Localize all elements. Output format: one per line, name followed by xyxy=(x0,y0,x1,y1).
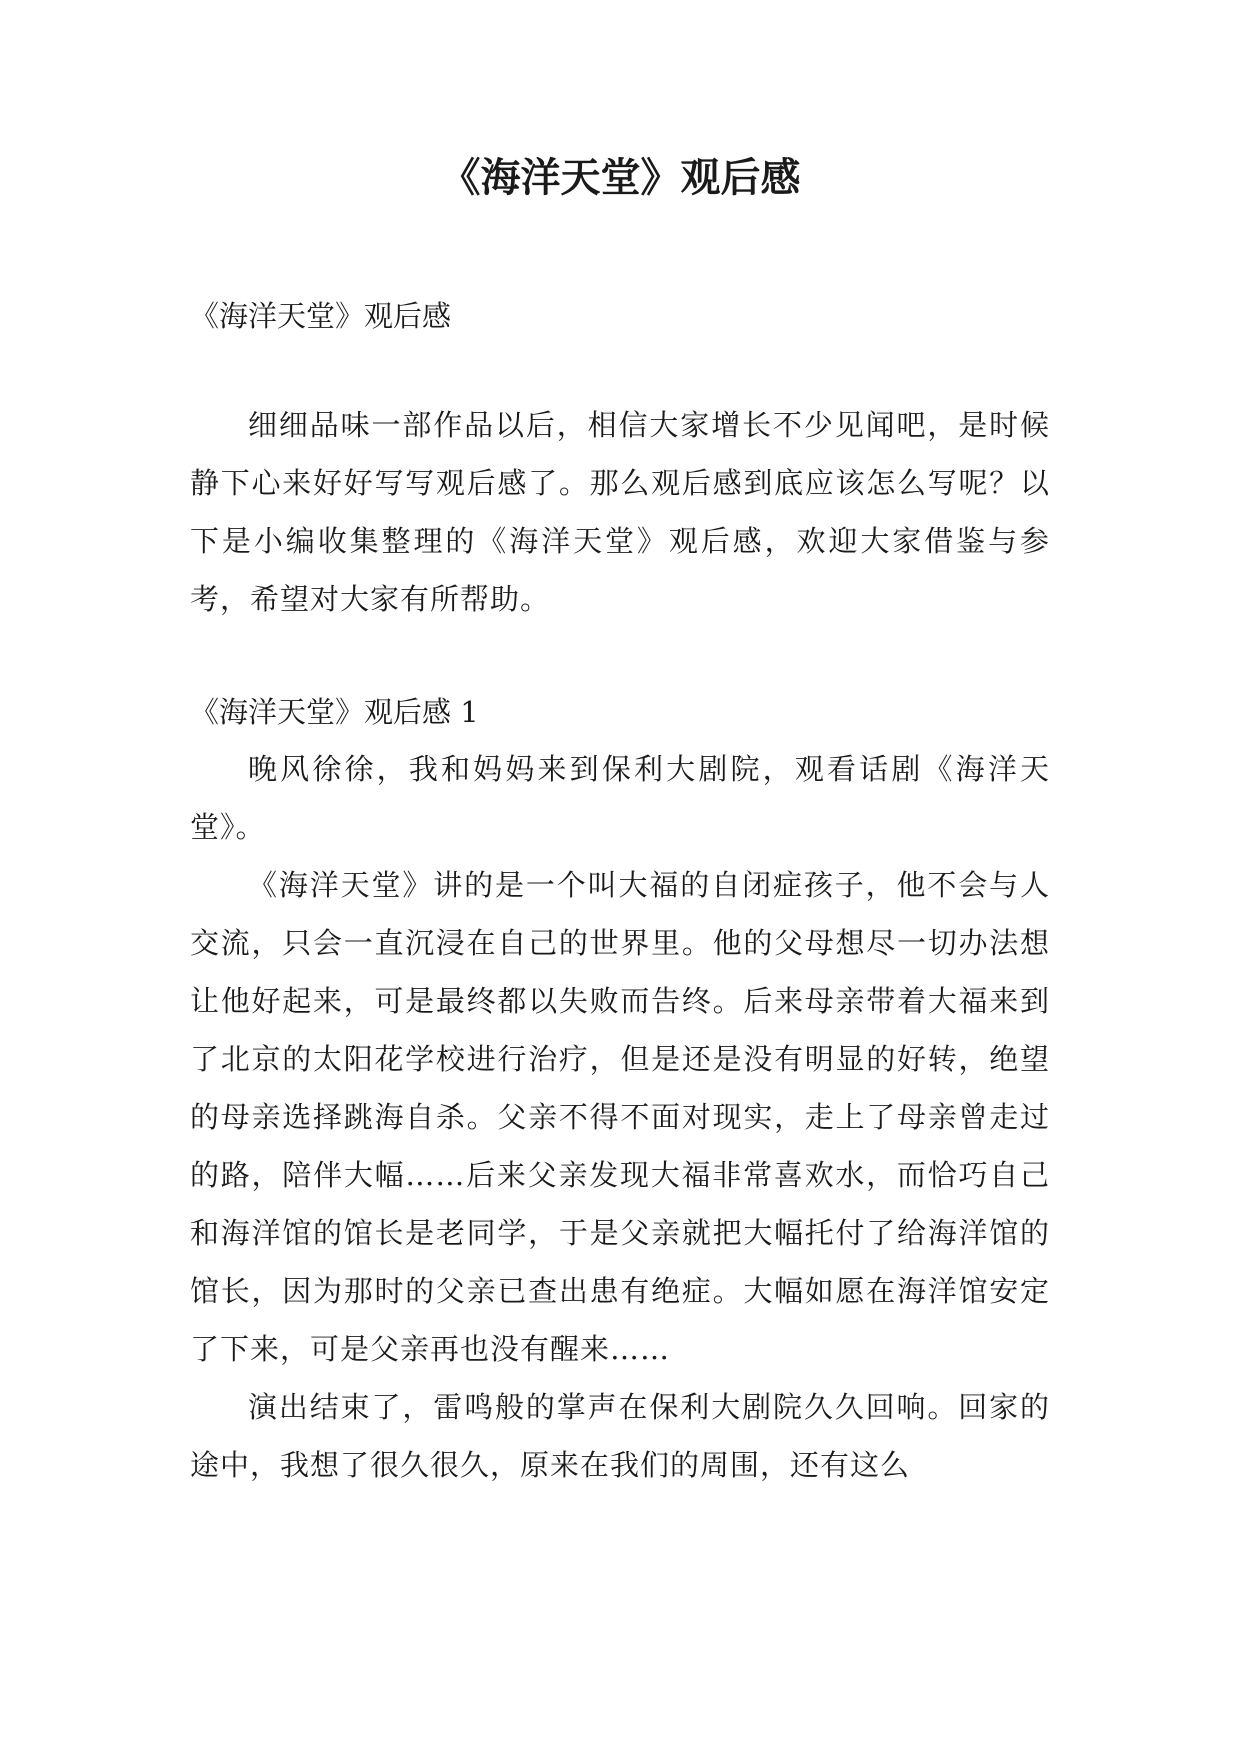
body-paragraph: 《海洋天堂》讲的是一个叫大福的自闭症孩子，他不会与人交流，只会一直沉浸在自己的世界里。他的父母想尽一切办法想让他好起来，可是最终都以失败而告终。后来母亲带着大福来到了北京的太阳花学校进行治疗，但是还是没有明显的好转，绝望的母亲选择跳海自杀。父亲不得不面对现实，走上了母亲曾走过的路，陪伴大幅……后来父亲发现大福非常喜欢水，而恰巧自己和海洋馆的馆长是老同学，于是父亲就把大幅托付了给海洋馆的馆长，因为那时的父亲已查出患有绝症。大幅如愿在海洋馆安定了下来，可是父亲再也没有醒来…… xyxy=(190,868,1050,1366)
body-paragraph: 演出结束了，雷鸣般的掌声在保利大剧院久久回响。回家的途中，我想了很久很久，原来在我们的周围，还有这么 xyxy=(190,1390,1050,1482)
intro-paragraph: 细细品味一部作品以后，相信大家增长不少见闻吧，是时候静下心来好好写写观后感了。那么观后感到底应该怎么写呢？以下是小编收集整理的《海洋天堂》观后感，欢迎大家借鉴与参考，希望对大家有所帮助。 xyxy=(190,408,1050,616)
intro-block xyxy=(190,396,1050,628)
document-subtitle: 《海洋天堂》观后感 xyxy=(190,299,452,333)
section-heading: 《海洋天堂》观后感 1 xyxy=(190,695,479,729)
body-paragraph: 晚风徐徐，我和妈妈来到保利大剧院，观看话剧《海洋天堂》。 xyxy=(190,752,1050,844)
section-body xyxy=(190,740,1050,1494)
document-title: 《海洋天堂》观后感 xyxy=(440,154,801,201)
